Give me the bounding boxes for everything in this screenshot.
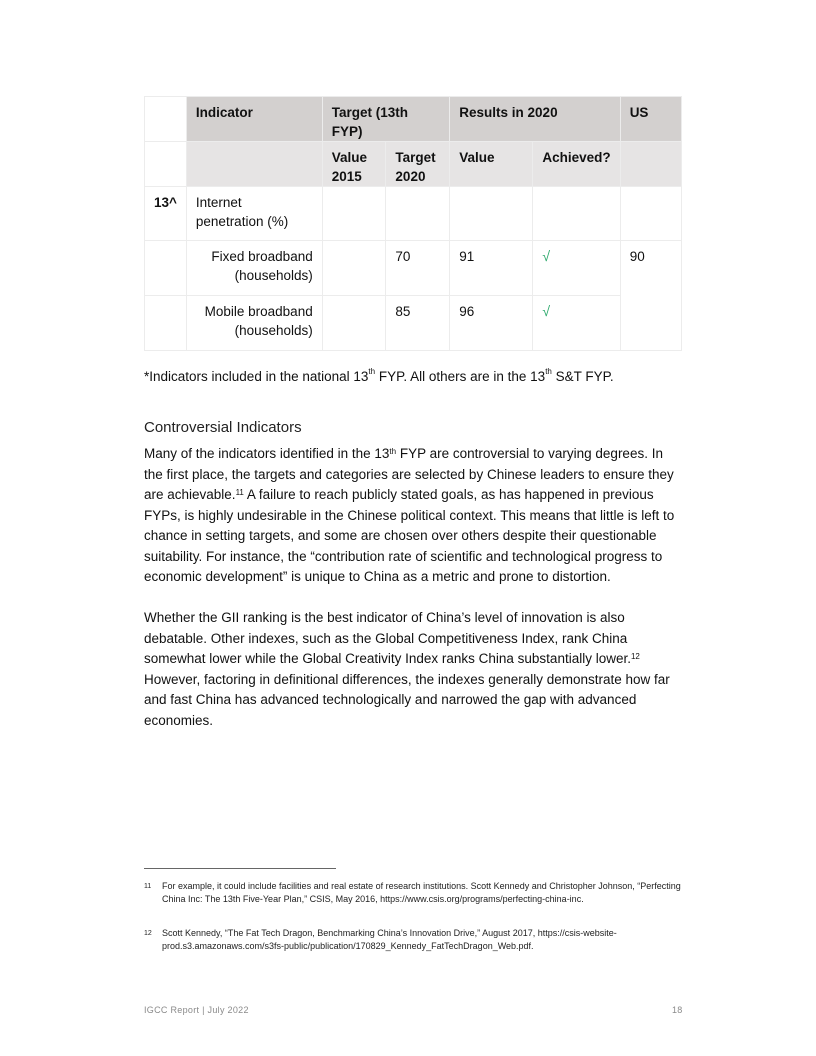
table-header-row (145, 97, 682, 142)
paragraph: Whether the GII ranking is the best indicator of China’s level of innovation is also debatable. Other indexes, such as the Global Competitiveness Index, rank China somewhat lower while the Global Creativity Index ranks China substantially lower.$^{12}$ However, factoring in definitional differences, the indexes generally demonstrate how far and fast China has advanced technologically and narrowed the gap with advanced economies. (144, 610, 670, 728)
row-indicator: Internet penetration (%) (186, 187, 322, 241)
row-number (145, 296, 187, 351)
row-value2020: 96 (450, 296, 533, 351)
table-note: *Indicators included in the national 13th FYP. All others are in the 13th S&T FYP. (144, 367, 614, 384)
row-us (620, 187, 681, 241)
check-icon: √ (542, 303, 551, 319)
subheader-indicator-empty (186, 142, 322, 187)
subheader-value2015: Value 2015 (322, 142, 386, 187)
header-results: Results in 2020 (450, 97, 620, 142)
row-indicator: Fixed broadband (households) (186, 241, 322, 296)
row-value2015 (322, 187, 386, 241)
row-achieved (533, 187, 620, 241)
row-number: 13^ (145, 187, 187, 241)
footnote-ref-12[interactable]: 12 (630, 652, 640, 661)
row-value2020: 91 (450, 241, 533, 296)
row-value2020 (450, 187, 533, 241)
row-value2015 (322, 296, 386, 351)
page-number: 18 (672, 1005, 683, 1015)
footnote-text: For example, it could include facilities and real estate of research institutions. Scott Kennedy and Christopher Johnson, “Perfecting China Inc: The 13th Five-Year Plan,” CSIS, May 2016, https://www.csis.org/programs/perfecting-china-inc. (162, 881, 681, 904)
footnote-divider (144, 868, 336, 869)
footnote-text: Scott Kennedy, “The Fat Tech Dragon, Benchmarking China’s Innovation Drive,” August 2017, https://csis-website-prod.s3.amazonaws.com/s3fs-public/publication/170829_Kennedy_FatTechDragon_Web.pdf. (162, 928, 617, 951)
paragraph: Many of the indicators identified in the 13th FYP are controversial to varying degrees. In the first place, the targets and categories are selected by Chinese leaders to ensure they are achievable.$^{11}$ A failure to reach publicly stated goals, as has happened in previous FYPs, is highly undesirable in the Chinese political context. This means that little is left to chance in setting targets, and some are chosen over others despite their questionable suitability. For instance, the “contribution rate of scientific and technological progress to economic development” is unique to China as a metric and prone to distortion. (144, 446, 675, 584)
header-us: US (620, 97, 681, 142)
footer-report-label: IGCC Report | July 2022 (144, 1005, 249, 1015)
section-heading: Controversial Indicators (144, 419, 302, 436)
table-subheader-row (145, 142, 682, 187)
header-target: Target (13th FYP) (322, 97, 450, 142)
footnote-number: 11 (144, 883, 152, 890)
subheader-value: Value (450, 142, 533, 187)
row-target2020: 85 (386, 296, 450, 351)
table-row (145, 187, 682, 241)
row-us: 90 (620, 241, 681, 351)
subheader-achieved: Achieved? (533, 142, 620, 187)
subheader-us-empty (620, 142, 681, 187)
table-row (145, 241, 682, 296)
table-row (145, 296, 682, 351)
check-icon: √ (542, 248, 551, 264)
row-number (145, 241, 187, 296)
indicators-table (144, 96, 682, 351)
row-target2020: 70 (386, 241, 450, 296)
row-achieved (533, 241, 620, 296)
row-indicator: Mobile broadband (households) (186, 296, 322, 351)
subheader-empty-cell (145, 142, 187, 187)
row-achieved (533, 296, 620, 351)
footnote-number: 12 (144, 930, 152, 937)
subheader-target2020: Target 2020 (386, 142, 450, 187)
footnote-ref-11[interactable]: 11 (235, 488, 244, 497)
header-empty-cell (145, 97, 187, 142)
footnote (144, 927, 684, 953)
row-target2020 (386, 187, 450, 241)
header-indicator: Indicator (186, 97, 322, 142)
row-value2015 (322, 241, 386, 296)
footnote (144, 880, 684, 906)
